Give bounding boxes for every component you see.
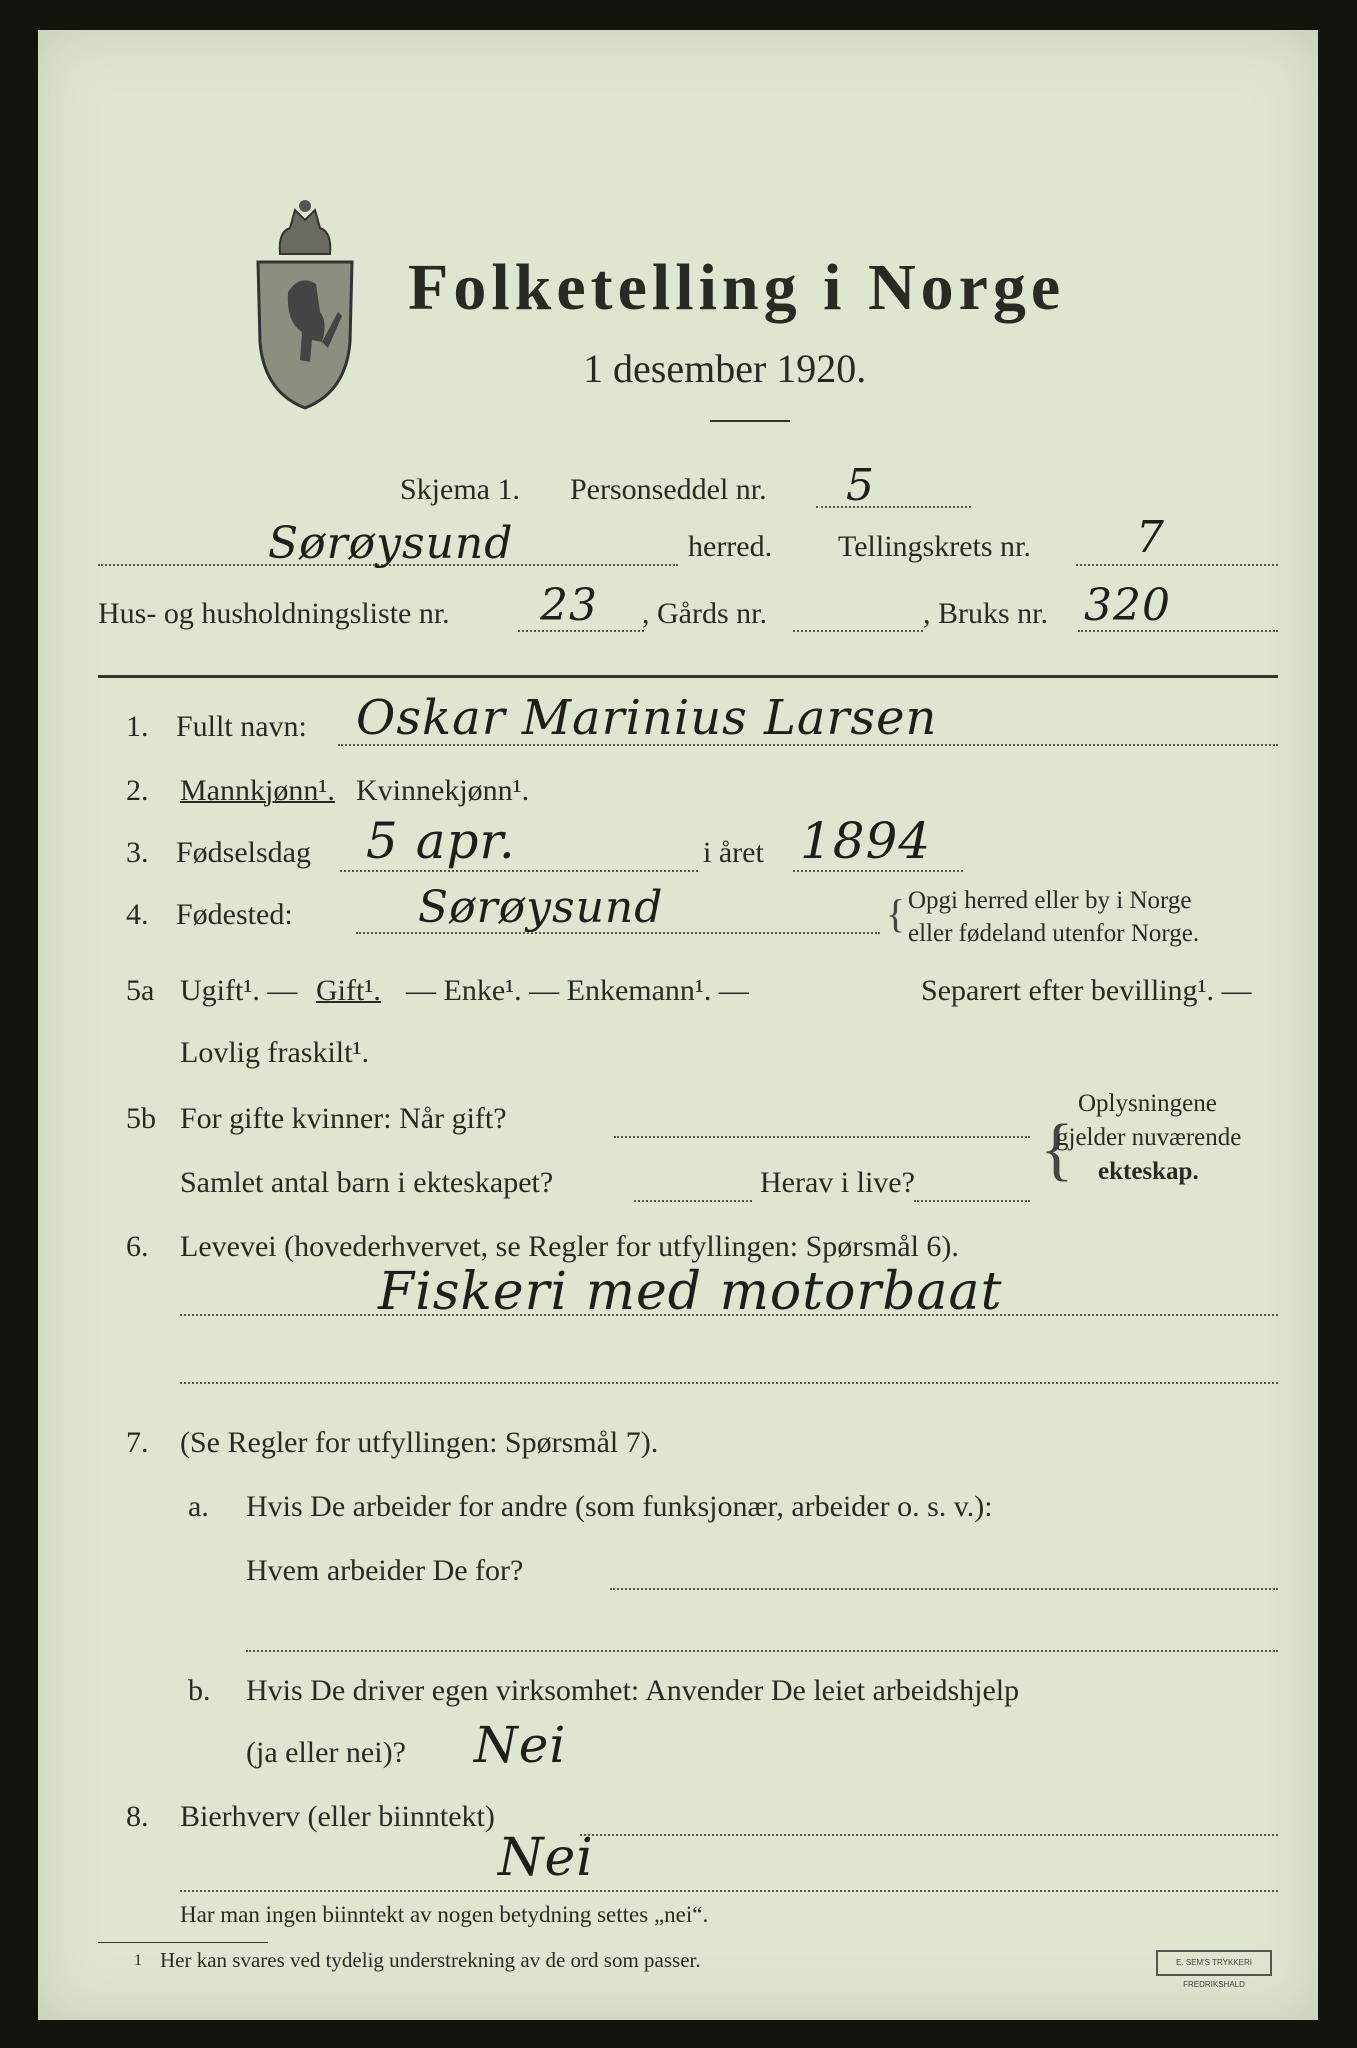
- gards-label: , Gårds nr.: [642, 597, 767, 630]
- q5b-note-line2: gjelder nuværende: [1056, 1124, 1242, 1151]
- male-option[interactable]: Mannkjønn¹.: [180, 774, 335, 807]
- personseddel-value[interactable]: 5: [846, 460, 875, 511]
- full-name-value[interactable]: Oskar Marinius Larsen: [356, 690, 938, 746]
- q8-label: Bierhverv (eller biinntekt): [180, 1800, 495, 1833]
- footnote-text: Her kan svares ved tydelig understrekning av de ord som passer.: [160, 1948, 701, 1972]
- personseddel-line: [816, 506, 971, 508]
- q6-number: 6.: [126, 1230, 149, 1263]
- q5b-note-line1: Oplysningene: [1078, 1090, 1217, 1117]
- herred-label: herred.: [688, 530, 773, 563]
- tellingskrets-value[interactable]: 7: [1136, 512, 1165, 563]
- q7b-label: Hvis De driver egen virksomhet: Anvender De leiet arbeidshjelp: [246, 1674, 1020, 1707]
- occupation-value[interactable]: Fiskeri med motorbaat: [378, 1262, 1003, 1322]
- q7-number: 7.: [126, 1426, 149, 1459]
- form-date: 1 desember 1920.: [583, 346, 867, 391]
- footnote-rule: [98, 1942, 268, 1943]
- q7a-letter: a.: [188, 1490, 209, 1523]
- census-form-sheet: [38, 30, 1318, 2020]
- q5a-number: 5a: [126, 974, 155, 1007]
- q4-note-line1: Opgi herred eller by i Norge: [908, 887, 1192, 914]
- birth-date-value[interactable]: 5 apr.: [366, 812, 516, 870]
- q4-brace: {: [886, 891, 906, 936]
- q5b-alive-label: Herav i live?: [760, 1166, 915, 1199]
- married-when-line: [614, 1136, 1030, 1138]
- q5b-children-label: Samlet antal barn i ekteskapet?: [180, 1166, 554, 1199]
- q5b-married-when-label: For gifte kvinner: Når gift?: [180, 1102, 507, 1135]
- q1-label: Fullt navn:: [176, 710, 307, 743]
- q8-note: Har man ingen biinntekt av nogen betydning settes „nei“.: [180, 1902, 709, 1927]
- q4-label: Fødested:: [176, 898, 293, 931]
- q7a-line-2: [246, 1650, 1278, 1652]
- q7a-who-label: Hvem arbeider De for?: [246, 1554, 524, 1587]
- q6-line-2: [180, 1382, 1278, 1384]
- gards-line: [793, 630, 923, 632]
- separert-option[interactable]: Separert efter bevilling¹. —: [921, 974, 1252, 1007]
- ugift-option[interactable]: Ugift¹. —: [180, 974, 298, 1007]
- q1-number: 1.: [126, 710, 149, 743]
- birthplace-value[interactable]: Sørøysund: [418, 882, 664, 933]
- lovlig-fraskilt-option[interactable]: Lovlig fraskilt¹.: [180, 1036, 369, 1069]
- q3-line: [340, 870, 698, 872]
- norwegian-coat-of-arms-icon: [250, 192, 360, 412]
- tellingskrets-label: Tellingskrets nr.: [838, 530, 1031, 563]
- year-line: [793, 870, 963, 872]
- hired-help-value[interactable]: Nei: [474, 1716, 567, 1774]
- printer-stamp-line1: E. SEM'S TRYKKERI: [1176, 1958, 1252, 1967]
- q7a-line-1: [610, 1588, 1278, 1590]
- q2-number: 2.: [126, 774, 149, 807]
- year-label: i året: [703, 836, 764, 869]
- birth-year-value[interactable]: 1894: [800, 812, 932, 870]
- gift-option[interactable]: Gift¹.: [316, 974, 381, 1007]
- skjema-label: Skjema 1.: [400, 473, 520, 506]
- q8-number: 8.: [126, 1800, 149, 1833]
- printer-stamp: [1156, 1950, 1272, 1989]
- q5b-note-line3: ekteskap.: [1098, 1158, 1199, 1185]
- personseddel-label: Personseddel nr.: [570, 473, 767, 506]
- q8-line-2: [180, 1890, 1278, 1892]
- marital-options-rest: — Enke¹. — Enkemann¹. —: [406, 974, 749, 1007]
- q7a-label: Hvis De arbeider for andre (som funksjonær, arbeider o. s. v.):: [246, 1490, 993, 1523]
- title-divider: [710, 420, 790, 422]
- hus-label: Hus- og husholdningsliste nr.: [98, 597, 450, 630]
- q8-line-1: [580, 1834, 1278, 1836]
- section-divider: [98, 675, 1278, 678]
- children-line: [634, 1200, 752, 1202]
- side-income-value[interactable]: Nei: [498, 1828, 594, 1888]
- bruks-label: , Bruks nr.: [923, 597, 1049, 630]
- q7b-yesno-label: (ja eller nei)?: [246, 1736, 406, 1769]
- q7b-letter: b.: [188, 1674, 211, 1707]
- footnote-mark: 1: [134, 1952, 142, 1969]
- female-option[interactable]: Kvinnekjønn¹.: [356, 774, 530, 807]
- alive-line: [914, 1200, 1030, 1202]
- q3-number: 3.: [126, 836, 149, 869]
- bruks-value[interactable]: 320: [1084, 580, 1171, 631]
- hus-value[interactable]: 23: [540, 580, 598, 631]
- q3-label: Fødselsdag: [176, 836, 311, 869]
- printer-stamp-line2: FREDRIKSHALD: [1183, 1980, 1245, 1989]
- q4-number: 4.: [126, 898, 149, 931]
- q4-note-line2: eller fødeland utenfor Norge.: [908, 920, 1200, 947]
- form-title: Folketelling i Norge: [408, 251, 1066, 324]
- tellingskrets-line: [1076, 564, 1278, 566]
- herred-value[interactable]: Sørøysund: [268, 518, 514, 569]
- q7-label: (Se Regler for utfyllingen: Spørsmål 7).: [180, 1426, 659, 1459]
- q5b-brace: {: [1040, 1111, 1074, 1188]
- q5b-number: 5b: [126, 1102, 156, 1135]
- q6-label: Levevei (hovederhvervet, se Regler for utfyllingen: Spørsmål 6).: [180, 1230, 959, 1263]
